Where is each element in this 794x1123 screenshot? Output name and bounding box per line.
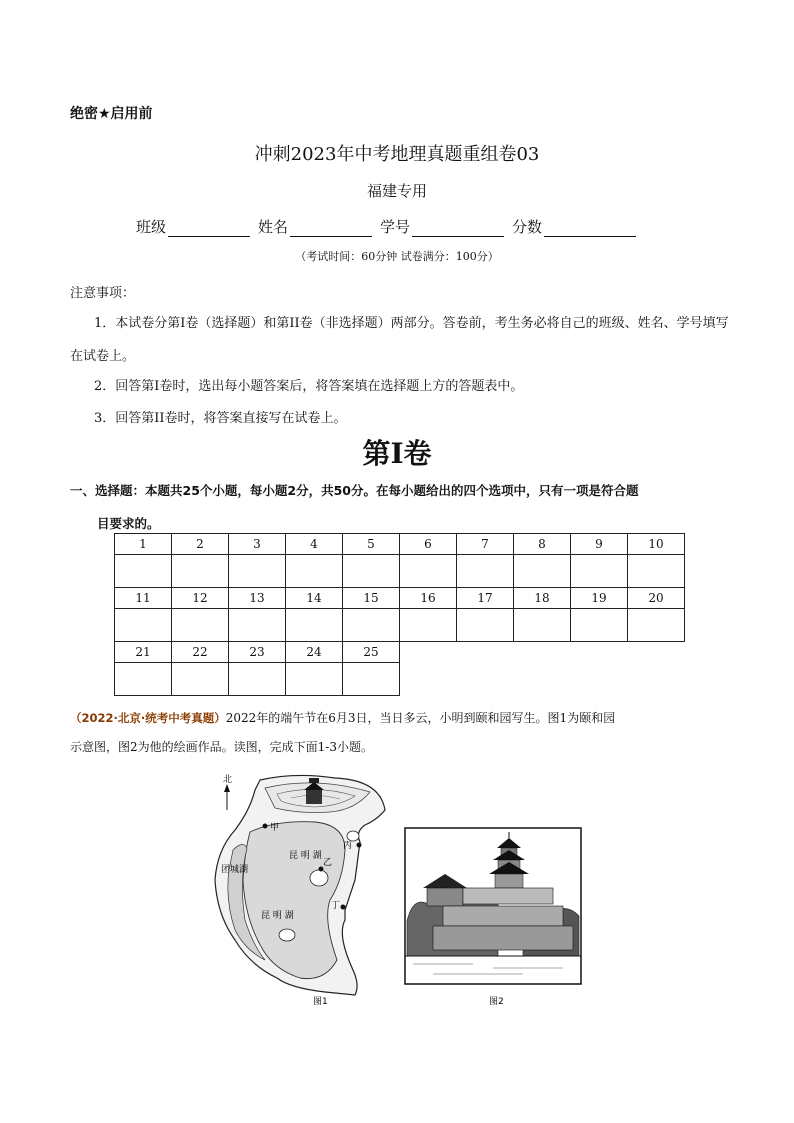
answer-cell[interactable] bbox=[115, 555, 172, 588]
answer-number: 16 bbox=[400, 588, 457, 609]
answer-number: 9 bbox=[571, 534, 628, 555]
north-arrow-icon bbox=[224, 784, 230, 810]
answer-number: 5 bbox=[343, 534, 400, 555]
answer-number: 24 bbox=[286, 642, 343, 663]
point-bing bbox=[357, 843, 362, 848]
exam-time-info: （考试时间：60分钟 试卷满分：100分） bbox=[295, 250, 499, 263]
answer-cell[interactable] bbox=[229, 555, 286, 588]
answer-cell[interactable] bbox=[571, 555, 628, 588]
class-field[interactable]: 班级 bbox=[136, 216, 250, 237]
answer-number: 21 bbox=[115, 642, 172, 663]
note-item-1: 1．本试卷分第I卷（选择题）和第II卷（非选择题）两部分。答卷前，考生务必将自己的班级、姓名、学号填写在试卷上。 bbox=[70, 316, 729, 364]
answer-cell[interactable] bbox=[343, 663, 400, 696]
answer-cell[interactable] bbox=[343, 555, 400, 588]
answer-cell[interactable] bbox=[343, 609, 400, 642]
student-info-row bbox=[136, 216, 636, 237]
volume-title: 第I卷 bbox=[362, 437, 432, 470]
answer-cell[interactable] bbox=[286, 609, 343, 642]
section-heading: 一、选择题：本题共25个小题，每小题2分，共50分。在每小题给出的四个选项中，只有一项是符合题 目要求的。 bbox=[70, 483, 639, 531]
answer-number: 19 bbox=[571, 588, 628, 609]
answer-number: 7 bbox=[457, 534, 514, 555]
answer-cell[interactable] bbox=[229, 609, 286, 642]
answer-number-row bbox=[115, 642, 685, 663]
answer-number: 12 bbox=[172, 588, 229, 609]
answer-cell[interactable] bbox=[628, 609, 685, 642]
note-item-2: 2．回答第I卷时，选出每小题答案后，将答案填在选择题上方的答题表中。 bbox=[94, 379, 524, 394]
answer-number: 10 bbox=[628, 534, 685, 555]
answer-cell[interactable] bbox=[115, 663, 172, 696]
answer-cell[interactable] bbox=[286, 555, 343, 588]
point-jia bbox=[263, 824, 268, 829]
answer-number: 2 bbox=[172, 534, 229, 555]
notes-title: 注意事项： bbox=[70, 286, 136, 301]
question-intro: （2022·北京·统考中考真题）2022年的端午节在6月3日，当日多云，小明到颐和园写生。图1为颐和园 示意图，图2为他的绘画作品。读图，完成下面1-3小题。 bbox=[70, 711, 616, 754]
answer-blank-row bbox=[115, 609, 685, 642]
figure1-caption: 图1 bbox=[313, 997, 328, 1007]
answer-cell[interactable] bbox=[286, 663, 343, 696]
answer-number: 23 bbox=[229, 642, 286, 663]
page-subtitle: 福建专用 bbox=[366, 182, 427, 200]
answer-cell[interactable] bbox=[172, 663, 229, 696]
note-item-3: 3．回答第II卷时，将答案直接写在试卷上。 bbox=[94, 411, 347, 426]
label-ding: 丁 bbox=[331, 901, 341, 911]
label-jia: 甲 bbox=[270, 823, 280, 833]
answer-number: 20 bbox=[628, 588, 685, 609]
answer-cell[interactable] bbox=[115, 609, 172, 642]
answer-number: 25 bbox=[343, 642, 400, 663]
answer-cell[interactable] bbox=[457, 555, 514, 588]
point-ding bbox=[341, 905, 346, 910]
answer-cell[interactable] bbox=[514, 609, 571, 642]
answer-number-row bbox=[115, 588, 685, 609]
answer-number: 17 bbox=[457, 588, 514, 609]
question-source: （2022·北京·统考中考真题） bbox=[70, 711, 226, 725]
answer-number: 8 bbox=[514, 534, 571, 555]
answer-cell[interactable] bbox=[172, 555, 229, 588]
answer-number: 14 bbox=[286, 588, 343, 609]
answer-cell[interactable] bbox=[400, 609, 457, 642]
score-field[interactable]: 分数 bbox=[512, 216, 636, 237]
answer-cell[interactable] bbox=[457, 609, 514, 642]
page-title: 冲刺2023年中考地理真题重组卷03 bbox=[254, 144, 540, 165]
answer-cell[interactable] bbox=[571, 609, 628, 642]
answer-cell[interactable] bbox=[172, 609, 229, 642]
label-yi: 乙 bbox=[323, 858, 333, 868]
answer-cell[interactable] bbox=[628, 555, 685, 588]
answer-number: 15 bbox=[343, 588, 400, 609]
answer-cell[interactable] bbox=[400, 555, 457, 588]
lake-label-1: 昆 明 湖 bbox=[289, 851, 322, 861]
sketch-painting bbox=[403, 826, 585, 1012]
confidential-mark: 绝密★启用前 bbox=[70, 106, 153, 122]
answer-table bbox=[114, 533, 685, 696]
answer-number: 11 bbox=[115, 588, 172, 609]
answer-number: 4 bbox=[286, 534, 343, 555]
answer-cell[interactable] bbox=[514, 555, 571, 588]
answer-blank-row bbox=[115, 663, 685, 696]
answer-number-row bbox=[115, 534, 685, 555]
label-bing: 丙 bbox=[343, 841, 353, 851]
answer-blank-row bbox=[115, 555, 685, 588]
summer-palace-map bbox=[205, 770, 395, 1012]
north-label: 北 bbox=[223, 775, 233, 785]
answer-cell[interactable] bbox=[229, 663, 286, 696]
lake-label-3: 团城湖 bbox=[221, 865, 249, 875]
answer-number: 22 bbox=[172, 642, 229, 663]
name-field[interactable]: 姓名 bbox=[258, 216, 372, 237]
figure2-caption: 图2 bbox=[489, 997, 504, 1007]
answer-number: 18 bbox=[514, 588, 571, 609]
answer-number: 1 bbox=[115, 534, 172, 555]
lake-label-2: 昆 明 湖 bbox=[261, 911, 294, 921]
answer-number: 13 bbox=[229, 588, 286, 609]
student-id-field[interactable]: 学号 bbox=[380, 216, 504, 237]
answer-number: 3 bbox=[229, 534, 286, 555]
answer-number: 6 bbox=[400, 534, 457, 555]
